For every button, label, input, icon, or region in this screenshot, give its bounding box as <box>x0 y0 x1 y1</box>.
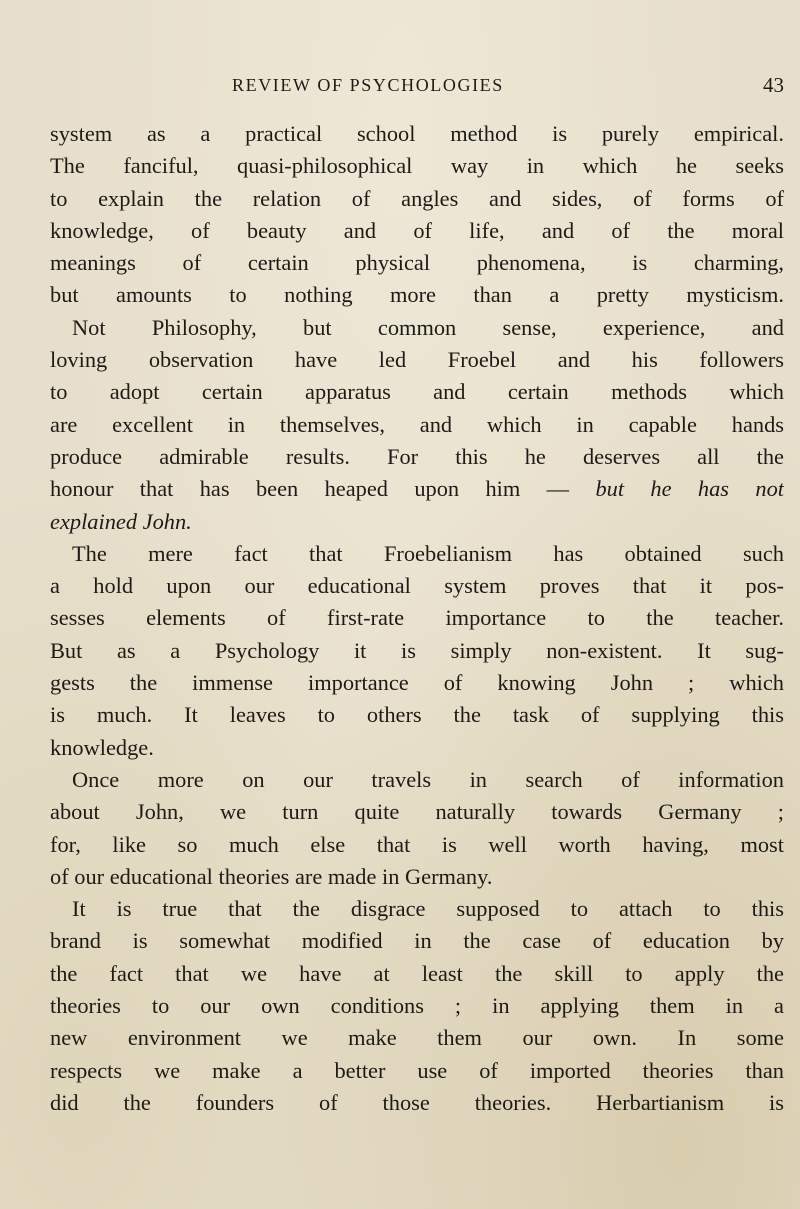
text-line: a hold upon our educational system proves that it pos- <box>50 573 784 599</box>
text-line: Once more on our travels in search of information <box>72 766 784 792</box>
text-line: knowledge, of beauty and of life, and of the moral <box>50 217 784 243</box>
emphasis-text: but he has not <box>595 476 784 502</box>
text-line: The fanciful, quasi-philosophical way in which he seeks <box>50 153 784 179</box>
text-line: of our educational theories are made in Germany. <box>50 863 493 889</box>
running-title: REVIEW OF PSYCHOLOGIES <box>232 75 504 95</box>
text-line: knowledge. <box>50 734 154 760</box>
text-line: The mere fact that Froebelianism has obtained such <box>72 540 784 566</box>
text-line: but amounts to nothing more than a pretty mysticism. <box>50 282 784 308</box>
text-line: gests the immense importance of knowing John ; which <box>50 670 784 696</box>
text-line: brand is somewhat modified in the case of education by <box>50 928 784 954</box>
text-line: system as a practical school method is purely empirical. <box>50 121 784 146</box>
text-line: to explain the relation of angles and sides, of forms of <box>50 185 784 211</box>
text-line: about John, we turn quite naturally towards Germany ; <box>50 799 784 825</box>
text-line-emphasis: explained John. <box>50 508 192 534</box>
text-line: But as a Psychology it is simply non-existent. It sug- <box>50 637 784 663</box>
text-line: to adopt certain apparatus and certain methods which <box>50 379 784 405</box>
body-text <box>50 118 784 1119</box>
text-line: did the founders of those theories. Herbartianism is <box>50 1089 784 1115</box>
page-header <box>50 70 784 100</box>
text-line: Not Philosophy, but common sense, experience, and <box>72 314 784 340</box>
text-line: are excellent in themselves, and which in capable hands <box>50 411 784 437</box>
text-line: meanings of certain physical phenomena, is charming, <box>50 250 784 276</box>
text-line-with-emphasis <box>50 473 784 505</box>
text-line: new environment we make them our own. In some <box>50 1025 784 1051</box>
text-line: the fact that we have at least the skill to apply the <box>50 960 784 986</box>
page-number: 43 <box>763 73 784 97</box>
text-line: is much. It leaves to others the task of supplying this <box>50 702 784 728</box>
text-line: theories to our own conditions ; in applying them in a <box>50 993 784 1019</box>
text-line: for, like so much else that is well worth having, most <box>50 831 784 857</box>
text-line: loving observation have led Froebel and his followers <box>50 347 784 373</box>
text-line: produce admirable results. For this he deserves all the <box>50 443 784 469</box>
text-line: sesses elements of first-rate importance to the teacher. <box>50 605 784 631</box>
text-line: It is true that the disgrace supposed to attach to this <box>72 896 784 922</box>
text-line-part: honour that has been heaped upon him — <box>50 476 570 502</box>
text-line: respects we make a better use of imported theories than <box>50 1057 784 1083</box>
